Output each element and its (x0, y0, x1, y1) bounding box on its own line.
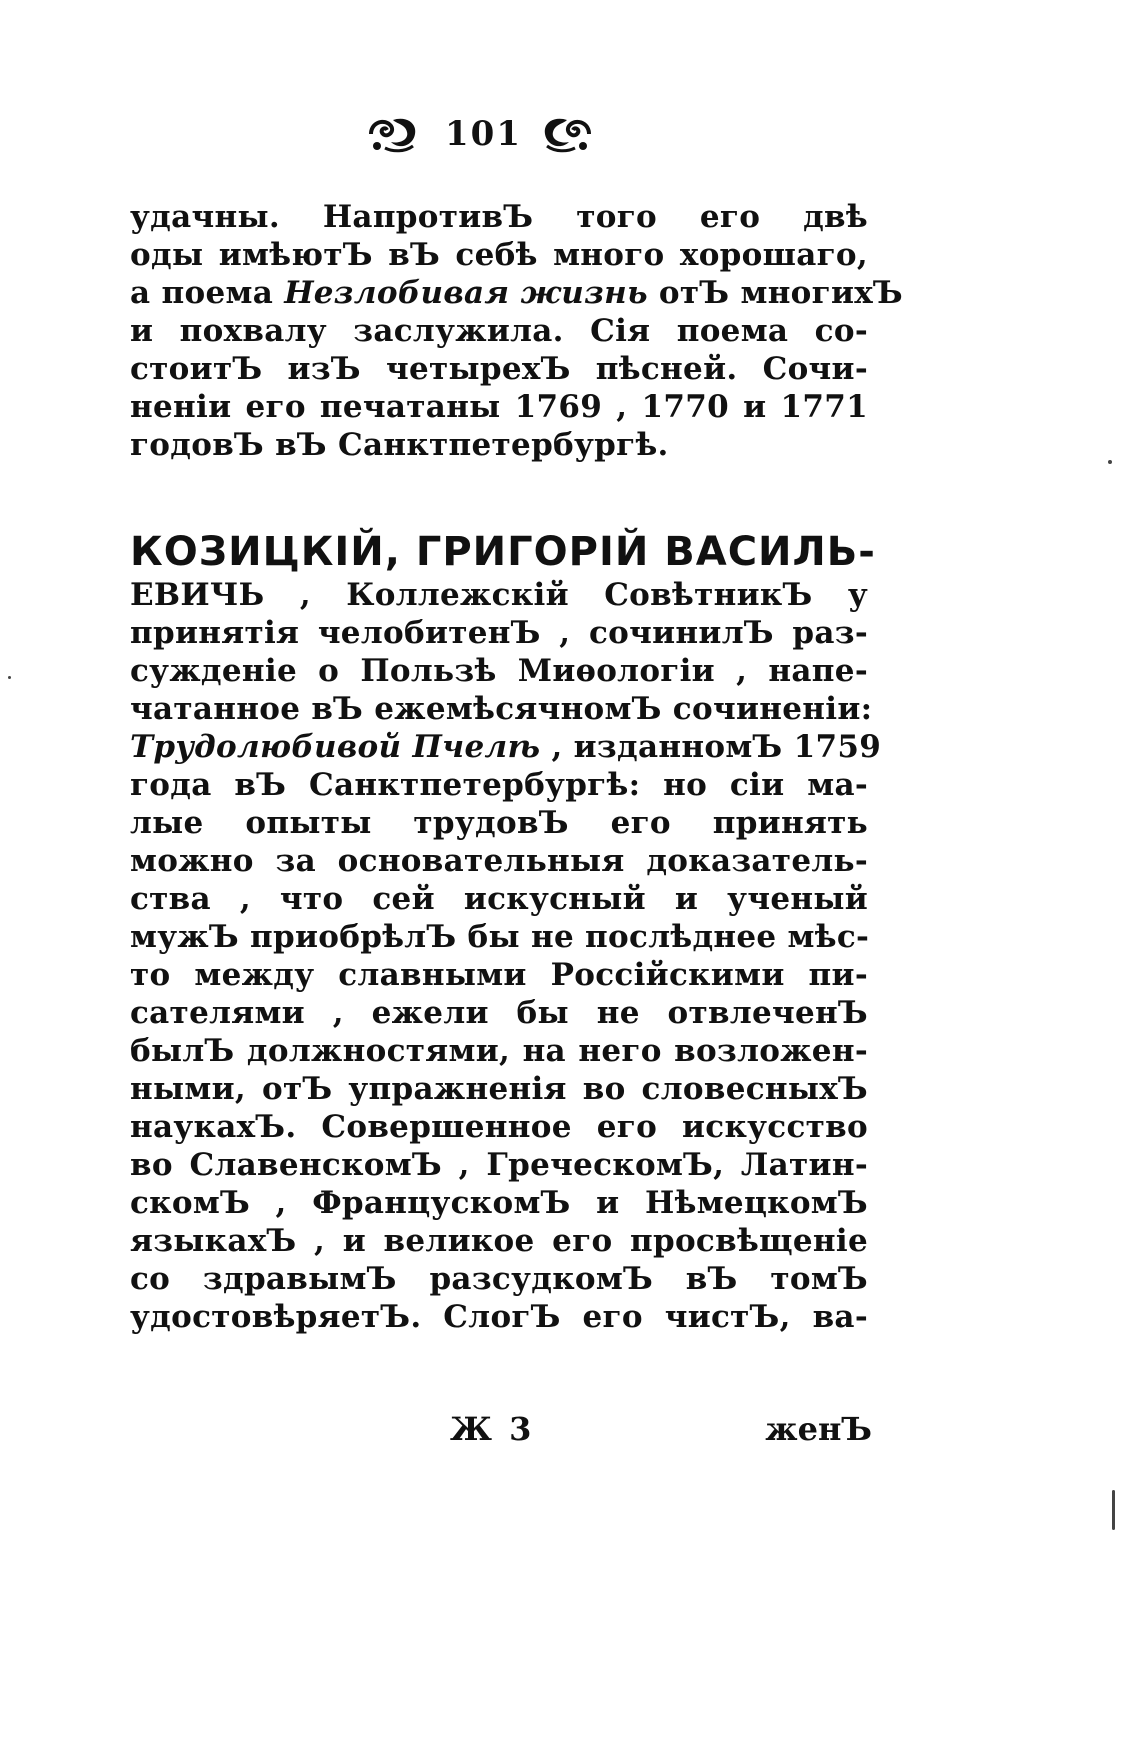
scan-speck (8, 676, 11, 679)
text-line: наукахЪ. Совершенное его искусство (130, 1109, 868, 1145)
page-number: 101 (445, 114, 522, 154)
text-line: года вЪ Санктпетербургѣ: но сіи ма- (130, 767, 868, 803)
text-line: былЪ должностями, на него возложен- (130, 1033, 868, 1069)
text-line: годовЪ вЪ Санктпетербургѣ. (130, 427, 669, 463)
text-line: стоитЪ изЪ четырехЪ пѣсней. Сочи- (130, 351, 868, 387)
text-line: принятія челобитенЪ , сочинилЪ раз- (130, 615, 868, 651)
scan-speck (1108, 460, 1112, 464)
text-line: и похвалу заслужила. Сія поема со- (130, 313, 868, 349)
signature-mark: Ж 3 (450, 1410, 535, 1448)
paragraph-gap (130, 464, 868, 528)
text-segment: а поема (130, 275, 285, 311)
text-line: чатанное вЪ ежемѣсячномЪ сочиненіи: (130, 691, 873, 727)
text-line: мужЪ приобрѣлЪ бы не послѣднее мѣс- (130, 919, 870, 955)
text-line: удачны. НапротивЪ того его двѣ (130, 199, 868, 235)
running-head (365, 108, 595, 158)
entry-heading-name: КОЗИЦКІЙ, ГРИГОРІЙ ВАСИЛЬ- (130, 529, 876, 575)
text-segment: отЪ многихЪ (647, 275, 903, 311)
text-line: сателями , ежели бы не отвлеченЪ (130, 995, 868, 1031)
text-line: скомЪ , ФранцускомЪ и НѣмецкомЪ (130, 1185, 868, 1221)
italic-title: Трудолюбивой Пчелѣ (130, 729, 541, 765)
text-line: во СлавенскомЪ , ГреческомЪ, Латин- (130, 1147, 868, 1183)
text-line: удостовѣряетЪ. СлогЪ его чистЪ, ва- (130, 1299, 868, 1335)
text-line: ЕВИЧЬ , Коллежскій СовѣтникЪ у (130, 577, 868, 613)
text-line: лые опыты трудовЪ его принять (130, 805, 868, 841)
text-line: оды имѣютЪ вЪ себѣ много хорошаго, (130, 237, 868, 273)
main-text (130, 198, 903, 1336)
italic-title: Незлобивая жизнь (284, 275, 648, 311)
text-line: сужденіе о Пользѣ Миѳологіи , напе- (130, 653, 868, 689)
fleuron-right-icon (537, 112, 595, 154)
text-line: можно за основательныя доказатель- (130, 843, 868, 879)
text-line: то между славными Россійскими пи- (130, 957, 868, 993)
text-line: со здравымЪ разсудкомЪ вЪ томЪ (130, 1261, 868, 1297)
text-line: неніи его печатаны 1769 , 1770 и 1771 (130, 389, 868, 425)
text-segment: , изданномЪ 1759 (540, 729, 882, 765)
biographical-entry (130, 528, 882, 1336)
scan-speck (1112, 1490, 1115, 1530)
text-line (130, 728, 882, 766)
catchword: женЪ (765, 1410, 872, 1448)
text-line: языкахЪ , и великое его просвѣщеніе (130, 1223, 868, 1259)
paragraph-continuation (130, 198, 903, 464)
text-line (130, 274, 903, 312)
text-line: ства , что сей искусный и ученый (130, 881, 868, 917)
text-line: ными, отЪ упражненія во словесныхЪ (130, 1071, 868, 1107)
fleuron-left-icon (365, 112, 423, 154)
